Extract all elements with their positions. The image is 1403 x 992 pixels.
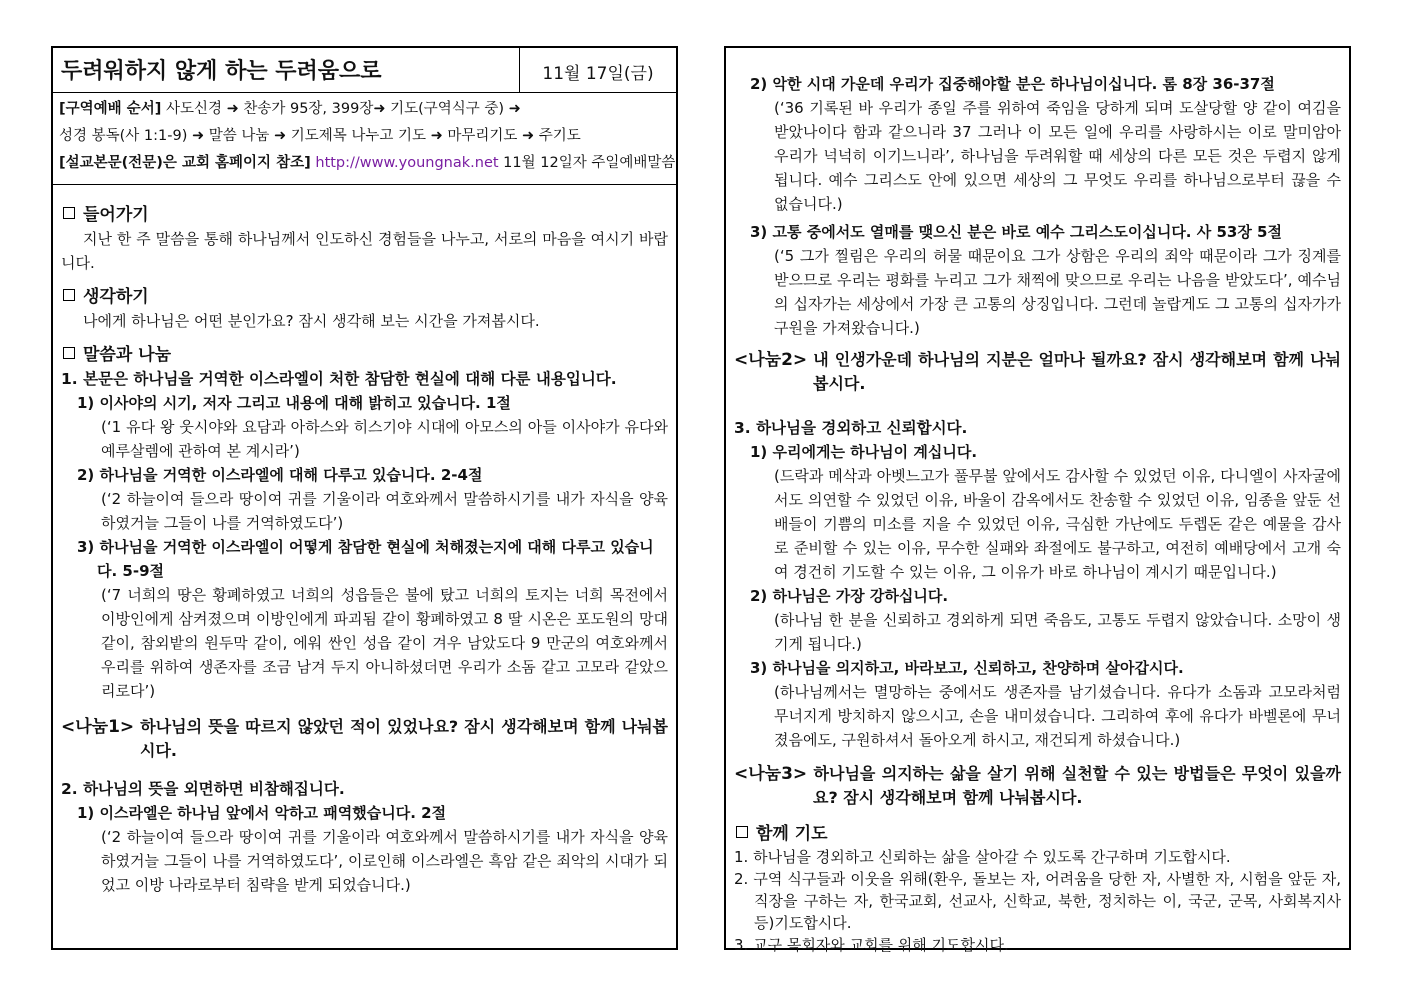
intro-text: 지난 한 주 말씀을 통해 하나님께서 인도하신 경험들을 나누고, 서로의 마음을 여시기 바랍니다. — [61, 230, 668, 272]
checkbox-square-icon — [736, 826, 748, 838]
point-1-3-title: 3) 하나님을 거역한 이스라엘이 어떻게 참담한 현실에 처해졌는지에 대해 다루고 있습니다. 5-9절 — [77, 538, 654, 580]
prayer-item-1: 1. 하나님을 경외하고 신뢰하는 삶을 살아갈 수 있도록 간구하며 기도합시다. — [734, 848, 1231, 866]
share-1-tag: <나눔1> — [61, 717, 135, 737]
point-3-1-title: 1) 우리에게는 하나님이 계십니다. — [750, 443, 978, 461]
point-2-1-title: 1) 이스라엘은 하나님 앞에서 악하고 패역했습니다. 2절 — [77, 804, 447, 822]
order-line-2: 성경 봉독(사 1:1-9) ➜ 말씀 나눔 ➜ 기도제목 나누고 기도 ➜ 마무리기도 ➜ 주기도 — [59, 128, 581, 144]
share-2 — [734, 348, 1341, 396]
share-3-tag: <나눔3> — [734, 764, 808, 784]
share-2-tag: <나눔2> — [734, 350, 808, 370]
share-3 — [734, 762, 1341, 810]
sermon-label: [설교본문(전문)은 교회 홈페이지 참조] — [59, 155, 311, 171]
point-3-1-quote: (드락과 메삭과 아벳느고가 풀무불 앞에서도 감사할 수 있었던 이유, 다니엘이 사자굴에서도 의연할 수 있었던 이유, 바울이 감옥에서도 찬송할 수 있었던 이유, 임종을 앞둔 선배들이 기쁨의 미소를 지을 수 있었던 이유, 극심한 가난에도 두렙돈 같은 예물을 감사로 준비할 수 있는 이유, 무수한 실패와 좌절에도 불구하고, 여전히 예배당에서 고개 숙여 경건히 기도할 수 있는 이유, 그 이유가 바로 하나님이 계시기 때문입니다.) — [774, 467, 1341, 581]
order-text-1: 사도신경 ➜ 찬송가 95장, 399장➜ 기도(구역식구 중) ➜ — [161, 101, 521, 117]
point-1-2-title: 2) 하나님을 거역한 이스라엘에 대해 다루고 있습니다. 2-4절 — [77, 466, 483, 484]
prayer-item-2: 2. 구역 식구들과 이웃을 위해(환우, 돌보는 자, 어려움을 당한 자, 사별한 자, 시험을 앞둔 자, 직장을 구하는 자, 한국교회, 선교사, 신학교, 북한, 정치하는 이, 국군, 군목, 사회복지사 등)기도합시다. — [734, 870, 1341, 932]
point-1-1-quote: (‘1 유다 왕 웃시야와 요담과 아하스와 히스기야 시대에 아모스의 아들 이사야가 유다와 예루살렘에 관하여 본 계시라’) — [101, 418, 668, 460]
point-1-1-title: 1) 이사야의 시기, 저자 그리고 내용에 대해 밝히고 있습니다. 1절 — [77, 394, 511, 412]
sermon-line — [59, 150, 676, 177]
worship-info — [53, 93, 676, 185]
order-line-1 — [59, 96, 670, 123]
right-panel — [724, 46, 1351, 954]
point-2-2-title: 2) 악한 시대 가운데 우리가 집중해야할 분은 하나님이십니다. 롬 8장 36-37절 — [750, 75, 1275, 93]
think-text: 나에게 하나님은 어떤 분인가요? 잠시 생각해 보는 시간을 가져봅시다. — [83, 312, 540, 330]
point-3-3-title: 3) 하나님을 의지하고, 바라보고, 신뢰하고, 찬양하며 살아갑시다. — [750, 659, 1184, 677]
point-3-title: 3. 하나님을 경외하고 신뢰합시다. — [734, 419, 968, 437]
point-2-3-title: 3) 고통 중에서도 열매를 맺으신 분은 바로 예수 그리스도이십니다. 사 53장 5절 — [750, 223, 1282, 241]
point-2-1-quote: (‘2 하늘이여 들으라 땅이여 귀를 기울이라 여호와께서 말씀하시기를 내가 자식을 양육하였거늘 그들이 나를 거역하였도다’, 이로인해 이스라엘은 흑암 같은 죄악의 시대가 되었고 이방 나라로부터 침략을 받게 되었습니다.) — [101, 828, 668, 894]
point-1-2-quote: (‘2 하늘이여 들으라 땅이여 귀를 기울이라 여호와께서 말씀하시기를 내가 자식을 양육하였거늘 그들이 나를 거역하였도다’) — [101, 490, 668, 532]
point-2-3-quote: (‘5 그가 찔림은 우리의 허물 때문이요 그가 상함은 우리의 죄악 때문이라 그가 징계를 받으므로 우리는 평화를 누리고 그가 채찍에 맞으므로 우리는 나음을 받았도다’, 예수님의 십자가는 세상에서 가장 큰 고통의 상징입니다. 그런데 놀랍게도 그 고통의 십자가가 구원을 가져왔습니다.) — [774, 247, 1341, 337]
word-heading: 말씀과 나눔 — [61, 343, 668, 367]
left-panel — [51, 46, 678, 950]
checkbox-square-icon — [63, 207, 75, 219]
point-3-2-title: 2) 하나님은 가장 강하십니다. — [750, 587, 949, 605]
share-2-text: 내 인생가운데 하나님의 지분은 얼마나 될까요? 잠시 생각해보며 함께 나눠봅시다. — [807, 350, 1341, 393]
share-1-text: 하나님의 뜻을 따르지 않았던 적이 있었나요? 잠시 생각해보며 함께 나눠봅시다. — [134, 717, 668, 760]
share-3-text: 하나님을 의지하는 삶을 살기 위해 실천할 수 있는 방법들은 무엇이 있을까요? 잠시 생각해보며 함께 나눠봅시다. — [807, 764, 1341, 807]
point-2-2-quote: (‘36 기록된 바 우리가 종일 주를 위하여 죽임을 당하게 되며 도살당할 양 같이 여김을 받았나이다 함과 같으니라 37 그러나 이 모든 일에 우리를 사랑하시는 이로 말미암아 우리가 넉넉히 이기느니라’, 하나님을 두려워할 때 세상의 다른 모든 것은 두렵지 않게 됩니다. 예수 그리스도 안에 있으면 세상의 그 무엇도 우리를 하나님으로부터 끊을 수 없습니다.) — [774, 99, 1341, 213]
prayer-heading: 함께 기도 — [734, 822, 1341, 846]
date-label: 11월 17일(금) — [519, 48, 676, 92]
left-content — [53, 185, 676, 897]
think-heading: 생각하기 — [61, 285, 668, 309]
prayer-item-3: 3. 교구 목회자와 교회를 위해 기도합시다. — [734, 936, 1009, 954]
sermon-suffix: 11월 12일자 주일예배말씀 — [498, 155, 676, 171]
checkbox-square-icon — [63, 347, 75, 359]
point-3-2-quote: (하나님 한 분을 신뢰하고 경외하게 되면 죽음도, 고통도 두렵지 않았습니다. 소망이 생기게 됩니다.) — [774, 611, 1341, 653]
page-title: 두려워하지 않게 하는 두려움으로 — [61, 59, 382, 84]
share-1 — [61, 715, 668, 763]
intro-heading: 들어가기 — [61, 203, 668, 227]
order-label: [구역예배 순서] — [59, 101, 162, 117]
right-content — [726, 48, 1349, 956]
homepage-link[interactable]: http://www.youngnak.net — [315, 155, 499, 171]
point-2-title: 2. 하나님의 뜻을 외면하면 비참해집니다. — [61, 780, 345, 798]
title-row — [53, 48, 676, 93]
point-1-3-quote: (‘7 너희의 땅은 황폐하였고 너희의 성읍들은 불에 탔고 너희의 토지는 너희 목전에서 이방인에게 삼켜졌으며 이방인에게 파괴됨 같이 황폐하였고 8 딸 시온은 포도원의 망대 같이, 참외밭의 원두막 같이, 에워 싼인 성읍 같이 겨우 남았도다 9 만군의 여호와께서 우리를 위하여 생존자를 조금 남겨 두지 아니하셨더면 우리가 소돔 같고 고모라 같았으리로다’) — [101, 586, 668, 700]
point-1-title: 1. 본문은 하나님을 거역한 이스라엘이 처한 참담한 현실에 대해 다룬 내용입니다. — [61, 370, 617, 388]
point-3-3-quote: (하나님께서는 멸망하는 중에서도 생존자를 남기셨습니다. 유다가 소돔과 고모라처럼 무너지게 방치하지 않으시고, 손을 내미셨습니다. 그리하여 후에 유다가 바벨론에 무너졌음에도, 구원하셔서 돌아오게 하시고, 재건되게 하셨습니다.) — [774, 683, 1341, 749]
checkbox-square-icon — [63, 289, 75, 301]
